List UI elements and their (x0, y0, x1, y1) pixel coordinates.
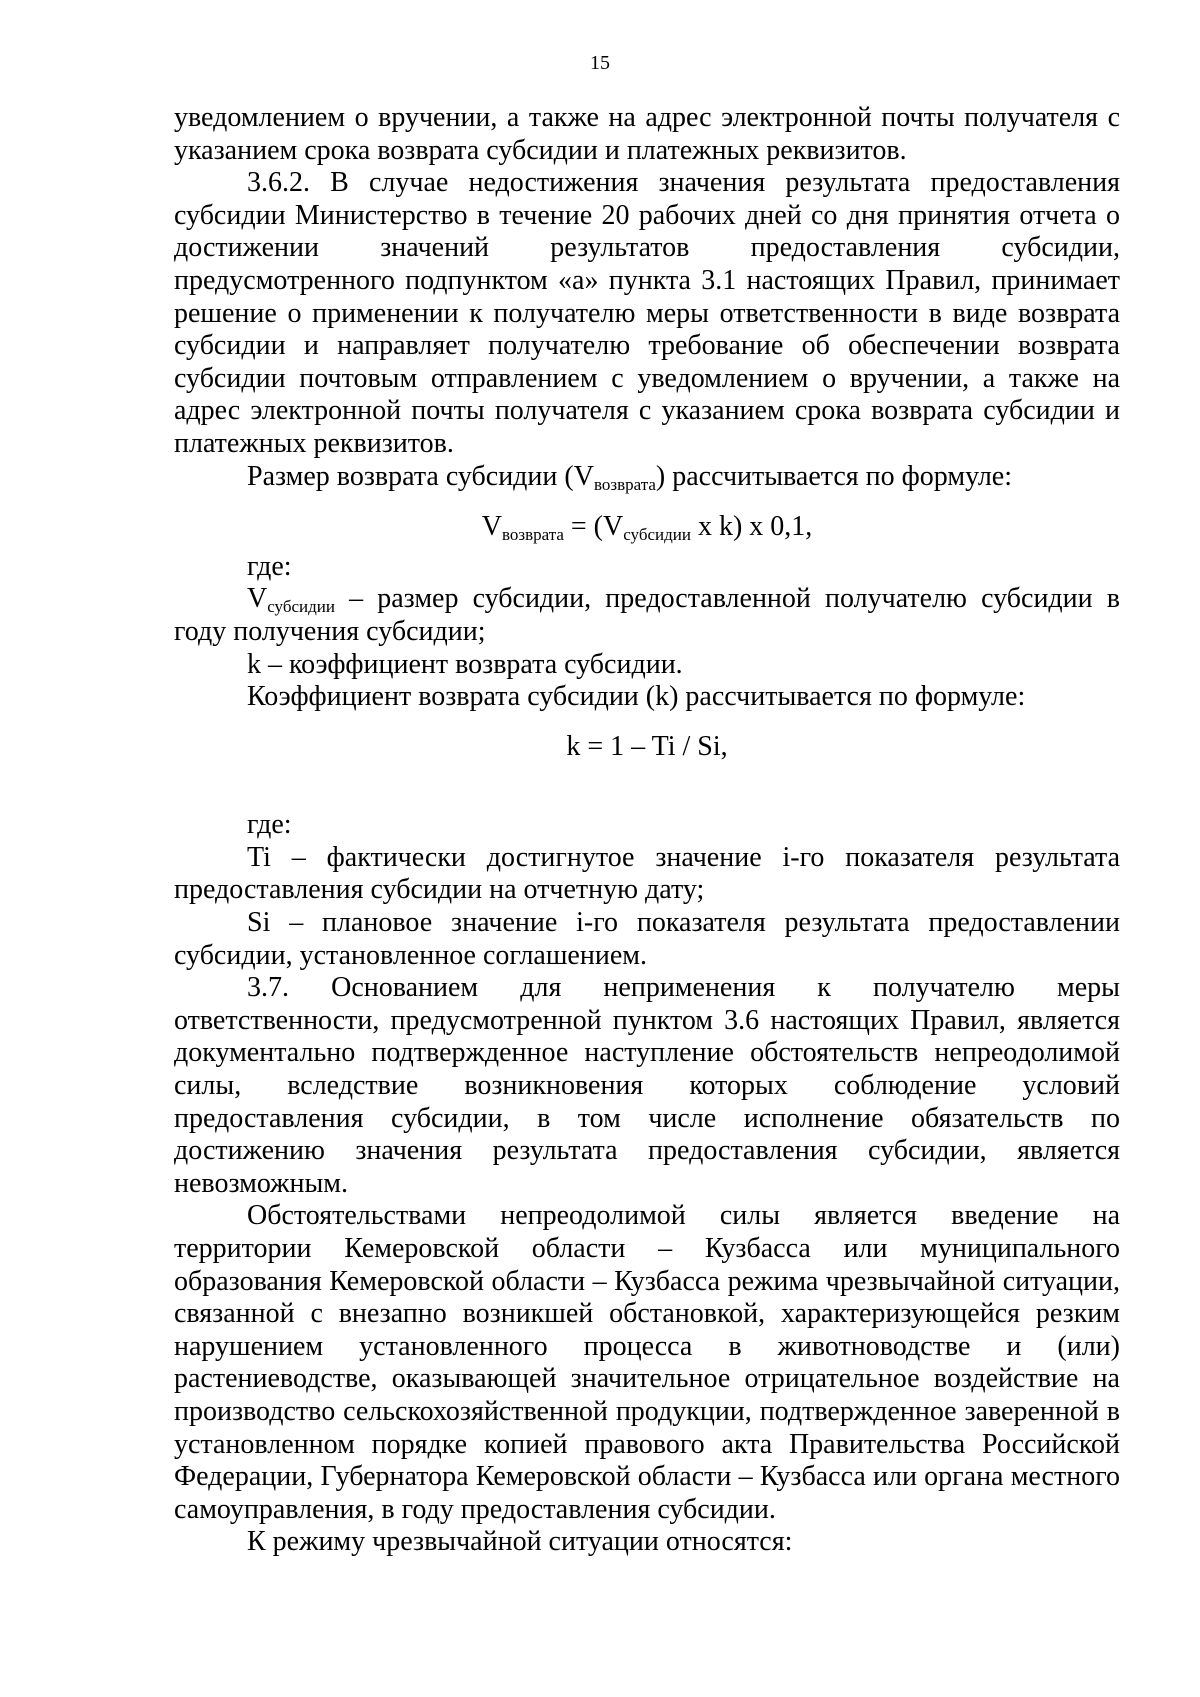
text: ) рассчитывается по формуле: (655, 460, 1013, 492)
page-number: 15 (590, 52, 610, 74)
paragraph-emergency-list-intro: К режиму чрезвычайной ситуации относятся: (247, 1526, 793, 1558)
subscript: возврата (593, 474, 656, 494)
paragraph-k-formula-intro: Коэффициент возврата субсидии (k) рассчитывается по формуле: (247, 681, 1026, 713)
formula-part: = (V (563, 511, 624, 543)
paragraph-refund-size (174, 461, 1120, 494)
formula-part: V (481, 511, 502, 543)
text: Размер возврата субсидии (V (247, 460, 594, 492)
formula-part: x k) x 0,1, (690, 511, 813, 543)
paragraph-force-majeure: Обстоятельствами непреодолимой силы является введение на территории Кемеровской области – Кузбасса или муниципального образования Кемеровской области – Кузбасса режима чрезвычайной ситуации, связанной с внезапно возникшей обстановкой, характеризующейся резким нарушением установленного процесса в животноводстве и (или) растениеводстве, оказывающей значительное отрицательное воздействие на производство сельскохозяйственной продукции, подтвержденное заверенной в установленном порядке копией правового акта Правительства Российской Федерации, Губернатора Кемеровской области – Кузбасса или органа местного самоуправления, в году предоставления субсидии. (174, 1200, 1120, 1525)
where-label-2: где: (247, 809, 292, 841)
formula-k: k = 1 – Ti / Si, (566, 730, 728, 762)
paragraph-v-subsidy (174, 583, 1120, 648)
paragraph-si: Si – плановое значение i-го показателя результата предоставлении субсидии, установленное соглашением. (174, 907, 1120, 971)
text: V (247, 583, 268, 615)
text: – размер субсидии, предоставленной получателю субсидии в году получения субсидии; (174, 583, 1120, 647)
paragraph-continuation: уведомлением о вручении, а также на адрес электронной почты получателя с указанием срока возврата субсидии и платежных реквизитов. (174, 102, 1120, 166)
subscript: возврата (501, 525, 564, 545)
paragraph-ti: Ti – фактически достигнутое значение i-го показателя результата предоставления субсидии на отчетную дату; (174, 841, 1120, 906)
paragraph-k-definition: k – коэффициент возврата субсидии. (247, 648, 683, 680)
document-body (174, 102, 1120, 1559)
formula-refund (174, 511, 1120, 544)
paragraph-3-6-2: 3.6.2. В случае недостижения значения результата предоставления субсидии Министерство в течение 20 рабочих дней со дня принятия отчета о достижении значений результатов предоставления субсидии, предусмотренного подпунктом «а» пункта 3.1 настоящих Правил, принимает решение о применении к получателю меры ответственности в виде возврата субсидии и направляет получателю требование об обеспечении возврата субсидии почтовым отправлением с уведомлением о вручении, а также на адрес электронной почты получателя с указанием срока возврата субсидии и платежных реквизитов. (174, 167, 1120, 459)
subscript: субсидии (267, 597, 335, 617)
where-label-1: где: (247, 550, 292, 582)
paragraph-3-7: 3.7. Основанием для неприменения к получателю меры ответственности, предусмотренной пунктом 3.6 настоящих Правил, является документально подтвержденное наступление обстоятельств непреодолимой силы, вследствие возникновения которых соблюдение условий предоставления субсидии, в том числе исполнение обязательств по достижению значения результата предоставления субсидии, является невозможным. (174, 972, 1120, 1199)
subscript: субсидии (623, 525, 691, 545)
